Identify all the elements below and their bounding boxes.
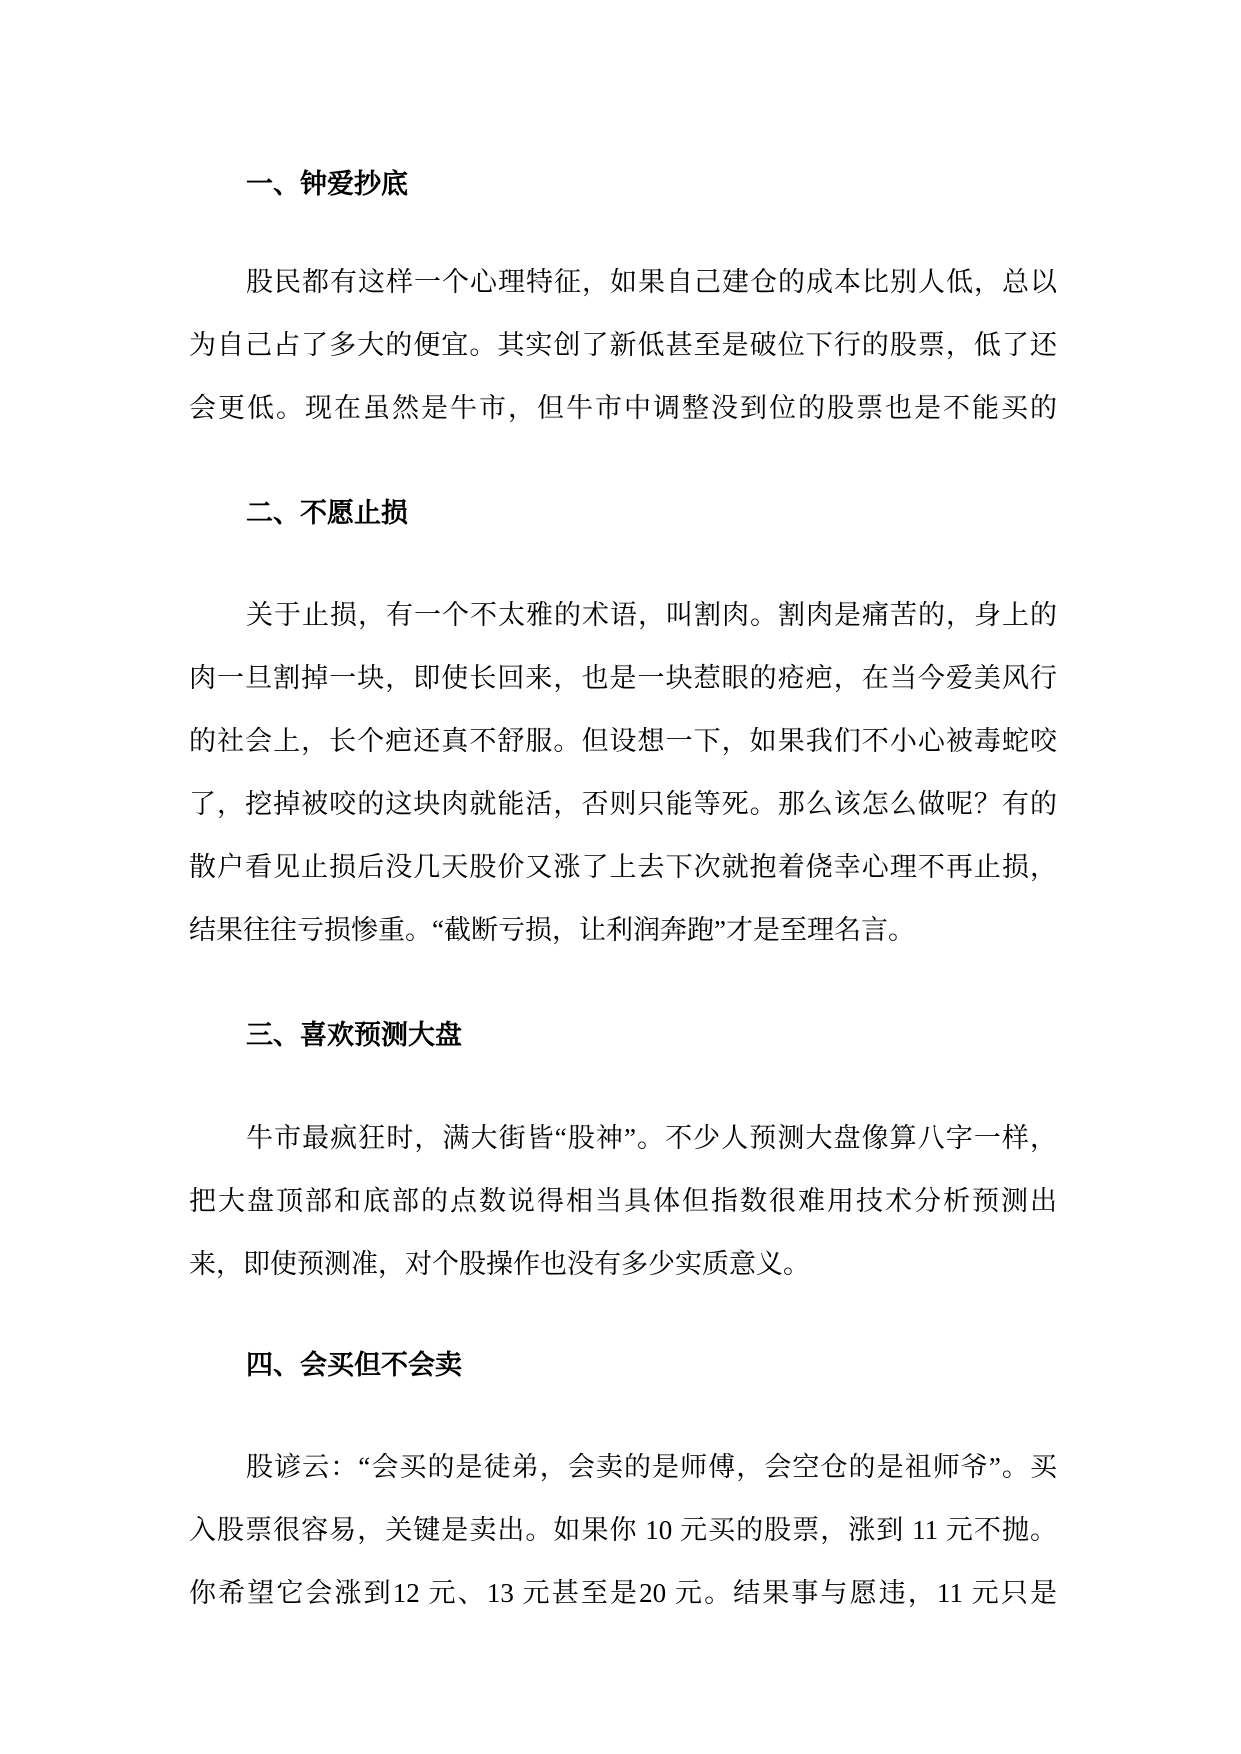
section-heading: 一、钟爱抄底: [246, 169, 408, 199]
paragraph-line: 结果往往亏损惨重。“截断亏损，让利润奔跑”才是至理名言。: [189, 915, 915, 945]
paragraph-line: 来，即使预测准，对个股操作也没有多少实质意义。: [189, 1249, 810, 1279]
section-heading: 二、不愿止损: [246, 498, 408, 528]
paragraph: [189, 1436, 1057, 1625]
paragraph-line: 会更低。现在虽然是牛市，但牛市中调整没到位的股票也是不能买的: [189, 393, 1057, 423]
section-heading: 三、喜欢预测大盘: [246, 1020, 462, 1050]
paragraph-line: 关于止损，有一个不太雅的术语，叫割肉。割肉是痛苦的，身上的: [246, 600, 1057, 630]
paragraph-line: 的社会上，长个疤还真不舒服。但设想一下，如果我们不小心被毒蛇咬: [189, 726, 1057, 756]
paragraph-line: 肉一旦割掉一块，即使长回来，也是一块惹眼的疮疤，在当今爱美风行: [189, 663, 1057, 693]
paragraph-line: 股民都有这样一个心理特征，如果自己建仓的成本比别人低，总以: [246, 267, 1057, 297]
paragraph: [189, 251, 1057, 440]
paragraph-line: 散户看见止损后没几天股价又涨了上去下次就抱着侥幸心理不再止损，: [189, 852, 1057, 882]
paragraph-line: 牛市最疯狂时，满大街皆“股神”。不少人预测大盘像算八字一样，: [246, 1123, 1057, 1153]
paragraph-line: 入股票很容易，关键是卖出。如果你 10 元买的股票，涨到 11 元不抛。: [189, 1515, 1057, 1545]
paragraph-line: 把大盘顶部和底部的点数说得相当具体但指数很难用技术分析预测出: [189, 1186, 1057, 1216]
paragraph-line: 股谚云：“会买的是徒弟，会卖的是师傅，会空仓的是祖师爷”。买: [246, 1452, 1057, 1482]
paragraph-line: 了，挖掉被咬的这块肉就能活，否则只能等死。那么该怎么做呢？有的: [189, 789, 1057, 819]
section-heading: 四、会买但不会卖: [246, 1350, 462, 1380]
paragraph-line: 为自己占了多大的便宜。其实创了新低甚至是破位下行的股票，低了还: [189, 330, 1057, 360]
paragraph: [189, 584, 1057, 962]
paragraph: [189, 1107, 1057, 1296]
paragraph-line: 你希望它会涨到12 元、13 元甚至是20 元。结果事与愿违，11 元只是: [189, 1578, 1057, 1608]
